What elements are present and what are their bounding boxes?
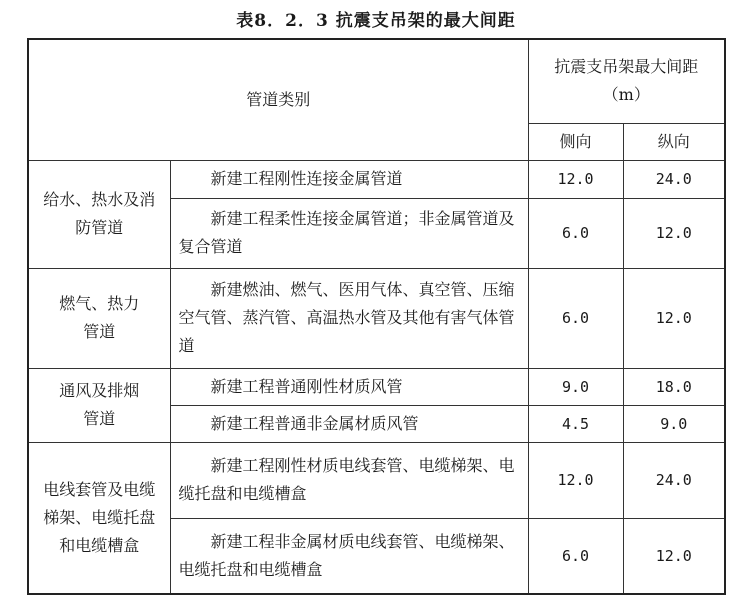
pipe-description: 新建工程普通非金属材质风管 bbox=[170, 405, 528, 442]
pipe-description: 新建燃油、燃气、医用气体、真空管、压缩空气管、蒸汽管、高温热水管及其他有害气体管道 bbox=[170, 268, 528, 368]
longitudinal-value: 24.0 bbox=[623, 442, 725, 518]
category-cell: 给水、热水及消防管道 bbox=[28, 160, 170, 268]
table-title: 表8．2．3 抗震支吊架的最大间距 bbox=[236, 11, 516, 31]
longitudinal-value: 24.0 bbox=[623, 160, 725, 198]
table-row bbox=[28, 268, 725, 368]
pipe-description: 新建工程柔性连接金属管道；非金属管道及复合管道 bbox=[170, 198, 528, 268]
longitudinal-value: 12.0 bbox=[623, 198, 725, 268]
spacing-table bbox=[27, 38, 726, 595]
header-max-spacing: 抗震支吊架最大间距（m） bbox=[528, 39, 725, 123]
pipe-description: 新建工程刚性材质电线套管、电缆梯架、电缆托盘和电缆槽盒 bbox=[170, 442, 528, 518]
lateral-value: 6.0 bbox=[528, 198, 623, 268]
lateral-value: 9.0 bbox=[528, 368, 623, 405]
pipe-description: 新建工程非金属材质电线套管、电缆梯架、电缆托盘和电缆槽盒 bbox=[170, 518, 528, 594]
category-cell: 通风及排烟管道 bbox=[28, 368, 170, 442]
lateral-value: 6.0 bbox=[528, 518, 623, 594]
table-row bbox=[28, 160, 725, 198]
lateral-value: 6.0 bbox=[528, 268, 623, 368]
longitudinal-value: 9.0 bbox=[623, 405, 725, 442]
header-longitudinal: 纵向 bbox=[623, 123, 725, 160]
lateral-value: 12.0 bbox=[528, 442, 623, 518]
category-cell: 燃气、热力管道 bbox=[28, 268, 170, 368]
pipe-description: 新建工程普通刚性材质风管 bbox=[170, 368, 528, 405]
table-row bbox=[28, 442, 725, 518]
longitudinal-value: 18.0 bbox=[623, 368, 725, 405]
table-row bbox=[28, 368, 725, 405]
longitudinal-value: 12.0 bbox=[623, 518, 725, 594]
lateral-value: 4.5 bbox=[528, 405, 623, 442]
lateral-value: 12.0 bbox=[528, 160, 623, 198]
category-cell: 电线套管及电缆梯架、电缆托盘和电缆槽盒 bbox=[28, 442, 170, 594]
pipe-description: 新建工程刚性连接金属管道 bbox=[170, 160, 528, 198]
header-pipe-type: 管道类别 bbox=[28, 39, 528, 160]
longitudinal-value: 12.0 bbox=[623, 268, 725, 368]
header-lateral: 侧向 bbox=[528, 123, 623, 160]
